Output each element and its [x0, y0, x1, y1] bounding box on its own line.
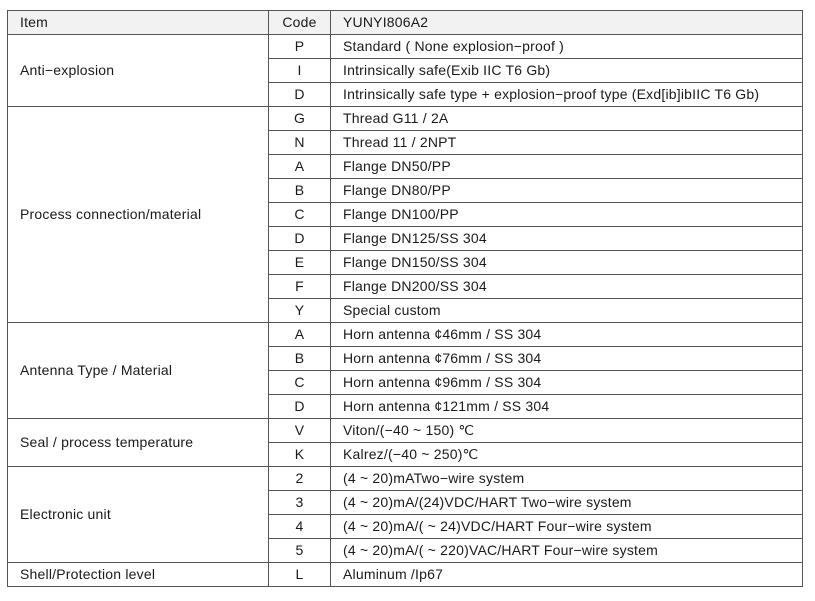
table-row	[8, 563, 803, 587]
option-code: 5	[269, 539, 331, 563]
option-code: D	[269, 83, 331, 107]
option-description: Horn antenna ¢46mm / SS 304	[331, 323, 803, 347]
option-description: Flange DN50/PP	[331, 155, 803, 179]
option-code: C	[269, 203, 331, 227]
option-description: (4 ~ 20)mA/( ~ 220)VAC/HART Four−wire system	[331, 539, 803, 563]
option-description: Intrinsically safe(Exib IIC T6 Gb)	[331, 59, 803, 83]
option-code: Y	[269, 299, 331, 323]
option-description: Flange DN80/PP	[331, 179, 803, 203]
header-item: Item	[8, 11, 269, 35]
group-label: Anti−explosion	[8, 35, 269, 107]
option-code: 3	[269, 491, 331, 515]
option-description: Thread G11 / 2A	[331, 107, 803, 131]
option-description: (4 ~ 20)mA/( ~ 24)VDC/HART Four−wire system	[331, 515, 803, 539]
option-description: Horn antenna ¢96mm / SS 304	[331, 371, 803, 395]
option-description: Special custom	[331, 299, 803, 323]
option-description: Standard ( None explosion−proof )	[331, 35, 803, 59]
option-description: Horn antenna ¢76mm / SS 304	[331, 347, 803, 371]
table-row	[8, 107, 803, 131]
group-label: Process connection/material	[8, 107, 269, 323]
option-code: 2	[269, 467, 331, 491]
option-code: F	[269, 275, 331, 299]
header-model: YUNYI806A2	[331, 11, 803, 35]
option-code: B	[269, 179, 331, 203]
option-code: 4	[269, 515, 331, 539]
option-code: I	[269, 59, 331, 83]
option-description: Aluminum /Ip67	[331, 563, 803, 587]
option-code: B	[269, 347, 331, 371]
group-label: Seal / process temperature	[8, 419, 269, 467]
option-description: (4 ~ 20)mATwo−wire system	[331, 467, 803, 491]
option-code: A	[269, 155, 331, 179]
option-code: L	[269, 563, 331, 587]
spec-body	[8, 35, 803, 587]
option-code: D	[269, 227, 331, 251]
table-row	[8, 323, 803, 347]
option-description: Kalrez/(−40 ~ 250)℃	[331, 443, 803, 467]
option-code: E	[269, 251, 331, 275]
option-code: P	[269, 35, 331, 59]
header-row	[8, 11, 803, 35]
table-row	[8, 419, 803, 443]
option-description: Flange DN100/PP	[331, 203, 803, 227]
group-label: Antenna Type / Material	[8, 323, 269, 419]
header-code: Code	[269, 11, 331, 35]
option-code: V	[269, 419, 331, 443]
option-description: (4 ~ 20)mA/(24)VDC/HART Two−wire system	[331, 491, 803, 515]
option-code: D	[269, 395, 331, 419]
option-description: Flange DN125/SS 304	[331, 227, 803, 251]
option-code: C	[269, 371, 331, 395]
option-code: G	[269, 107, 331, 131]
table-row	[8, 35, 803, 59]
option-description: Viton/(−40 ~ 150) ℃	[331, 419, 803, 443]
group-label: Shell/Protection level	[8, 563, 269, 587]
option-code: A	[269, 323, 331, 347]
option-description: Thread 11 / 2NPT	[331, 131, 803, 155]
option-description: Flange DN200/SS 304	[331, 275, 803, 299]
table-row	[8, 467, 803, 491]
option-code: N	[269, 131, 331, 155]
option-description: Flange DN150/SS 304	[331, 251, 803, 275]
option-code: K	[269, 443, 331, 467]
option-description: Intrinsically safe type + explosion−proof type (Exd[ib]ibIIC T6 Gb)	[331, 83, 803, 107]
option-description: Horn antenna ¢121mm / SS 304	[331, 395, 803, 419]
group-label: Electronic unit	[8, 467, 269, 563]
spec-table	[7, 10, 803, 587]
